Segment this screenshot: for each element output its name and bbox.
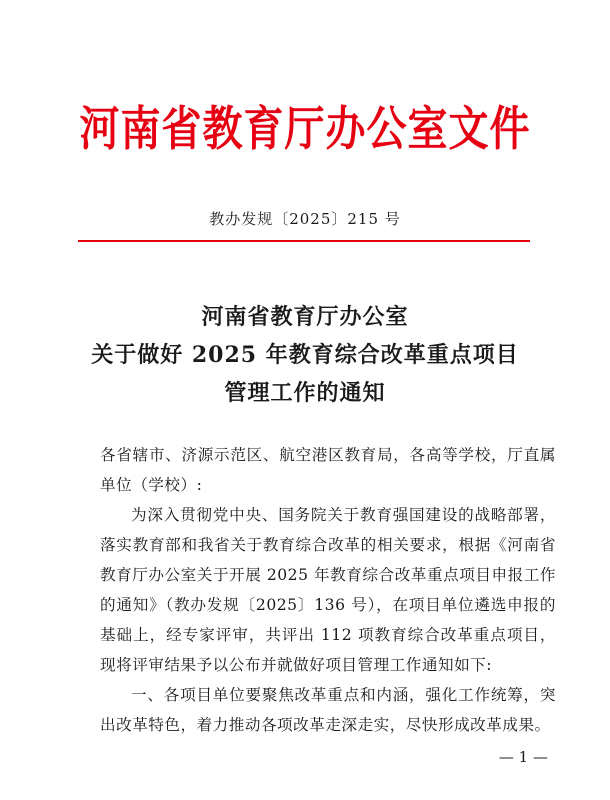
notice-title-line-3: 管理工作的通知 <box>224 380 386 406</box>
body-paragraph-1: 为深入贯彻党中央、国务院关于教育强国建设的战略部署，落实教育部和我省关于教育综合改革的相关要求，根据《河南省教育厅办公室关于开展 2025 年教育综合改革重点项目申报工作的通知》（教办发规〔2025〕136 号），在项目单位遴选申报的基础上，经专家评审，共评出 112 项教育综合改革重点项目，现将评审结果予以公布并就做好项目管理工作通知如下: <box>100 506 556 674</box>
body-paragraph-2: 一、各项目单位要聚焦改革重点和内涵，强化工作统筹，突出改革特色，着力推动各项改革走深走实，尽快形成改革成果。 <box>100 686 556 734</box>
red-divider <box>78 240 530 242</box>
document-number: 教办发规〔2025〕215 号 <box>209 210 401 228</box>
issuer-header-title: 河南省教育厅办公室文件 <box>79 102 531 157</box>
page-number: — 1 — <box>498 748 548 766</box>
notice-title-line-1: 河南省教育厅办公室 <box>201 304 409 330</box>
body-content <box>100 440 556 740</box>
notice-title-line-2: 关于做好 2025 年教育综合改革重点项目 <box>91 342 519 368</box>
addressee: 各省辖市、济源示范区、航空港区教育局，各高等学校，厅直属单位（学校）: <box>100 446 556 494</box>
